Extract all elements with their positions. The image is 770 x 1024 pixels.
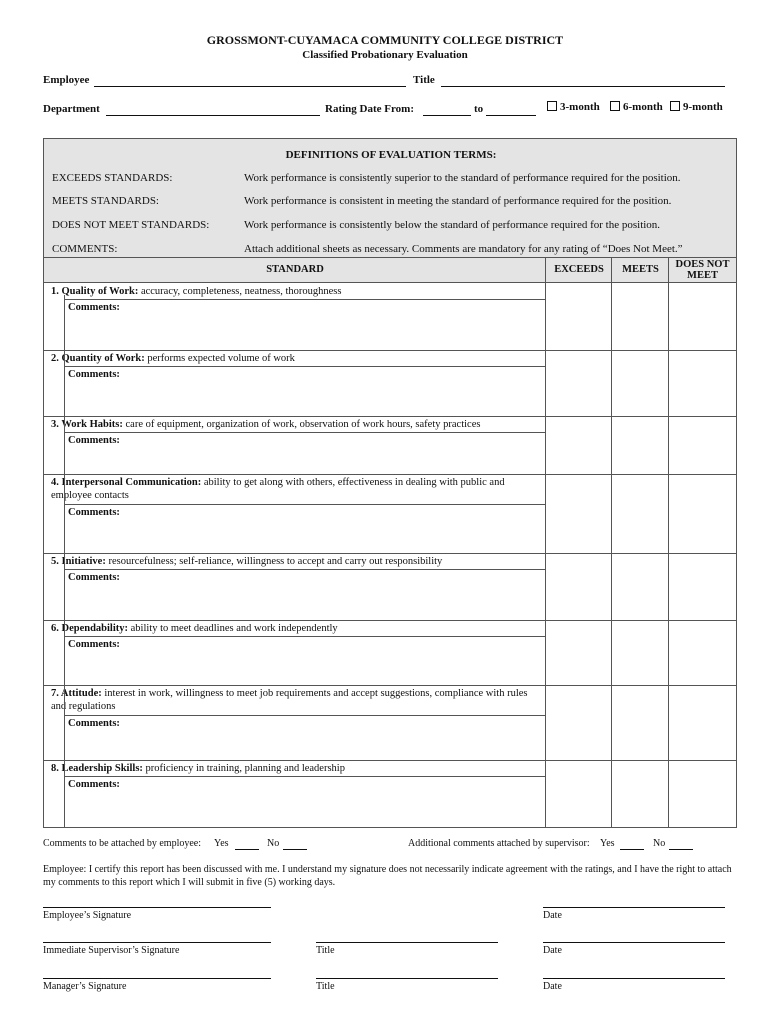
col-meets: MEETS xyxy=(622,264,659,275)
rating-meets-cell[interactable] xyxy=(611,685,668,760)
rating-exceeds-cell[interactable] xyxy=(545,283,611,350)
standard-name: Initiative: xyxy=(61,556,106,567)
checkbox-icon[interactable] xyxy=(610,101,620,111)
desc-meets: Work performance is consistent in meeting the standard of performance required for the position. xyxy=(244,195,672,207)
standard-title xyxy=(51,285,531,298)
certification-text: Employee: I certify this report has been discussed with me. I understand my signature does not necessarily indicate agreement with the ratings, and I have the right to attach my comments to this report which I will submit in five (5) working days. xyxy=(43,864,732,888)
supervisor-comments-question: Additional comments attached by supervisor: xyxy=(408,838,590,849)
rating-exceeds-cell[interactable] xyxy=(545,416,611,474)
table-row xyxy=(43,553,737,620)
col-exceeds: EXCEEDS xyxy=(554,264,604,275)
employee-signature-label: Employee’s Signature xyxy=(43,910,132,921)
department-label: Department xyxy=(43,103,100,115)
definitions-heading: DEFINITIONS OF EVALUATION TERMS: xyxy=(285,149,497,161)
rating-date-to-field[interactable] xyxy=(486,115,536,116)
standard-title xyxy=(51,687,531,713)
comments-area[interactable] xyxy=(64,300,544,349)
standard-number: 5. xyxy=(51,556,62,567)
rating-exceeds-cell[interactable] xyxy=(545,350,611,416)
table-row xyxy=(43,416,737,474)
col-divider-dnm xyxy=(668,283,669,827)
rating-does-not-meet-cell[interactable] xyxy=(668,283,737,350)
rating-meets-cell[interactable] xyxy=(611,760,668,827)
department-field[interactable] xyxy=(106,115,320,116)
comments-label: Comments: xyxy=(68,435,120,446)
standard-description: ability to get along with others, effectiveness in dealing with public and employee contacts xyxy=(51,477,505,501)
comments-area[interactable] xyxy=(64,637,544,684)
supervisor-date-label: Date xyxy=(543,945,562,956)
rating-does-not-meet-cell[interactable] xyxy=(668,416,737,474)
supervisor-title-label: Title xyxy=(316,945,335,956)
header-col-divider xyxy=(611,257,612,283)
standard-title xyxy=(51,476,531,502)
term-exceeds: EXCEEDS STANDARDS: xyxy=(52,172,173,184)
col-divider-meets xyxy=(611,283,612,827)
header-col-divider xyxy=(668,257,669,283)
indent-line xyxy=(64,295,65,827)
standard-name: Leadership Skills: xyxy=(61,763,143,774)
district-name: GROSSMONT-CUYAMACA COMMUNITY COLLEGE DISTRICT xyxy=(206,33,564,47)
rating-exceeds-cell[interactable] xyxy=(545,760,611,827)
employee-no-label: No xyxy=(267,838,280,849)
period-3-month[interactable]: 3-month xyxy=(547,101,600,113)
standard-description: proficiency in training, planning and leadership xyxy=(142,763,345,774)
rating-meets-cell[interactable] xyxy=(611,620,668,685)
supervisor-title-line[interactable] xyxy=(316,942,498,943)
table-left-border xyxy=(43,283,44,827)
comments-label: Comments: xyxy=(68,369,120,380)
standard-name: Quantity of Work: xyxy=(61,353,145,364)
standard-title xyxy=(51,352,531,365)
rating-meets-cell[interactable] xyxy=(611,416,668,474)
rating-meets-cell[interactable] xyxy=(611,350,668,416)
table-right-border xyxy=(736,283,737,827)
title-label: Title xyxy=(413,74,435,86)
standard-name: Dependability: xyxy=(61,623,129,634)
employee-yes-field[interactable] xyxy=(235,849,259,850)
rating-date-from-field[interactable] xyxy=(423,115,471,116)
manager-title-line[interactable] xyxy=(316,978,498,979)
standard-number: 7. xyxy=(51,688,61,699)
period-6-month[interactable]: 6-month xyxy=(610,101,663,113)
rating-meets-cell[interactable] xyxy=(611,553,668,620)
rating-exceeds-cell[interactable] xyxy=(545,553,611,620)
table-row xyxy=(43,283,737,350)
to-label: to xyxy=(474,103,484,115)
rating-does-not-meet-cell[interactable] xyxy=(668,760,737,827)
checkbox-icon[interactable] xyxy=(547,101,557,111)
comments-area[interactable] xyxy=(64,570,544,619)
comments-area[interactable] xyxy=(64,433,544,473)
comments-area[interactable] xyxy=(64,505,544,552)
supervisor-signature-label: Immediate Supervisor’s Signature xyxy=(43,945,180,956)
manager-date-label: Date xyxy=(543,981,562,992)
desc-does-not-meet: Work performance is consistently below the standard of performance required for the position. xyxy=(244,219,661,231)
standard-description: resourcefulness; self-reliance, willingness to accept and carry out responsibility xyxy=(105,556,443,567)
rating-does-not-meet-cell[interactable] xyxy=(668,553,737,620)
table-row xyxy=(43,685,737,760)
comments-area[interactable] xyxy=(64,367,544,415)
rating-does-not-meet-cell[interactable] xyxy=(668,474,737,553)
rating-exceeds-cell[interactable] xyxy=(545,620,611,685)
comments-label: Comments: xyxy=(68,779,120,790)
table-row xyxy=(43,620,737,685)
manager-title-label: Title xyxy=(316,981,335,992)
standard-title xyxy=(51,762,531,775)
rating-date-label: Rating Date From: xyxy=(325,103,414,115)
supervisor-date-line[interactable] xyxy=(543,942,725,943)
standard-name: Quality of Work: xyxy=(61,286,139,297)
comments-label: Comments: xyxy=(68,639,120,650)
comments-label: Comments: xyxy=(68,302,120,313)
table-row xyxy=(43,350,737,416)
desc-exceeds: Work performance is consistently superior to the standard of performance required for the position. xyxy=(244,172,681,184)
term-does-not-meet: DOES NOT MEET STANDARDS: xyxy=(52,219,210,231)
employee-label: Employee xyxy=(43,74,90,86)
manager-date-line[interactable] xyxy=(543,978,725,979)
standard-name: Interpersonal Communication: xyxy=(61,477,202,488)
manager-signature-label: Manager’s Signature xyxy=(43,981,127,992)
supervisor-no-label: No xyxy=(653,838,666,849)
employee-yes-label: Yes xyxy=(214,838,229,849)
standard-number: 4. xyxy=(51,477,62,488)
checkbox-icon[interactable] xyxy=(670,101,680,111)
employee-comments-question: Comments to be attached by employee: xyxy=(43,838,202,849)
standard-number: 1. xyxy=(51,286,62,297)
standard-description: performs expected volume of work xyxy=(144,353,295,364)
rating-does-not-meet-cell[interactable] xyxy=(668,685,737,760)
rating-does-not-meet-cell[interactable] xyxy=(668,350,737,416)
standard-number: 3. xyxy=(51,419,62,430)
period-9-month[interactable]: 9-month xyxy=(670,101,723,113)
rating-exceeds-cell[interactable] xyxy=(545,685,611,760)
standard-number: 8. xyxy=(51,763,62,774)
comments-area[interactable] xyxy=(64,777,544,826)
col-standard: STANDARD xyxy=(266,264,324,275)
standard-description: interest in work, willingness to meet job requirements and accept suggestions, compliance with rules and regulations xyxy=(51,688,528,712)
standard-name: Work Habits: xyxy=(61,419,123,430)
comments-label: Comments: xyxy=(68,718,120,729)
table-row xyxy=(43,760,737,827)
standard-name: Attitude: xyxy=(60,688,102,699)
col-divider-exceeds xyxy=(545,283,546,827)
title-field[interactable] xyxy=(441,86,725,87)
supervisor-yes-label: Yes xyxy=(600,838,615,849)
rating-meets-cell[interactable] xyxy=(611,474,668,553)
employee-no-field[interactable] xyxy=(283,849,307,850)
supervisor-signature-line[interactable] xyxy=(43,942,271,943)
rating-exceeds-cell[interactable] xyxy=(545,474,611,553)
definitions-box xyxy=(43,138,737,258)
term-meets: MEETS STANDARDS: xyxy=(52,195,159,207)
employee-date-label: Date xyxy=(543,910,562,921)
standard-title xyxy=(51,418,531,431)
table-header xyxy=(43,257,737,283)
col-does-not-meet: DOES NOT MEET xyxy=(675,259,730,281)
employee-field[interactable] xyxy=(94,86,406,87)
standard-description: accuracy, completeness, neatness, thoroughness xyxy=(138,286,342,297)
standard-description: ability to meet deadlines and work independently xyxy=(128,623,338,634)
standard-title xyxy=(51,555,531,568)
table-row xyxy=(43,474,737,553)
rating-does-not-meet-cell[interactable] xyxy=(668,620,737,685)
term-comments: COMMENTS: xyxy=(52,243,118,255)
supervisor-no-field[interactable] xyxy=(669,849,693,850)
row-border xyxy=(43,827,737,828)
desc-comments: Attach additional sheets as necessary. Comments are mandatory for any rating of “Does Not Meet.” xyxy=(244,243,683,255)
supervisor-yes-field[interactable] xyxy=(620,849,644,850)
comments-label: Comments: xyxy=(68,507,120,518)
form-title: Classified Probationary Evaluation xyxy=(302,49,468,61)
manager-signature-line[interactable] xyxy=(43,978,271,979)
comments-area[interactable] xyxy=(64,716,544,759)
comments-label: Comments: xyxy=(68,572,120,583)
employee-signature-line[interactable] xyxy=(43,907,271,908)
standard-title xyxy=(51,622,531,635)
header-col-divider xyxy=(545,257,546,283)
employee-date-line[interactable] xyxy=(543,907,725,908)
standard-number: 6. xyxy=(51,623,62,634)
standard-description: care of equipment, organization of work, observation of work hours, safety practices xyxy=(122,419,481,430)
rating-meets-cell[interactable] xyxy=(611,283,668,350)
standard-number: 2. xyxy=(51,353,62,364)
